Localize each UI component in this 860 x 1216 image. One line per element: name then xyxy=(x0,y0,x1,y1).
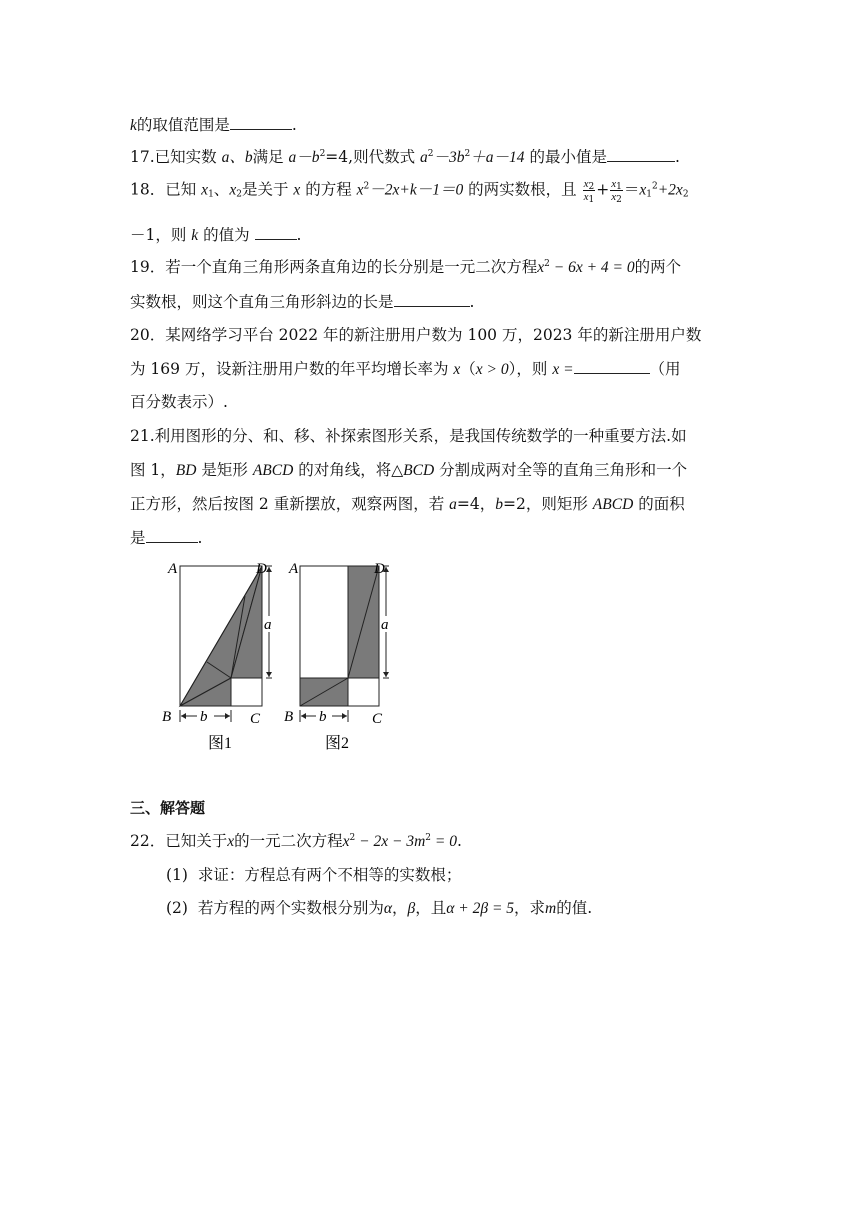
question-21-line4: 是 . xyxy=(130,526,740,549)
answer-blank[interactable] xyxy=(230,113,292,130)
fig1-caption: 图1 xyxy=(208,735,233,752)
figures xyxy=(160,558,400,758)
answer-blank[interactable] xyxy=(394,290,470,307)
fig2-caption: 图2 xyxy=(325,735,350,752)
question-18: 18．已知 $x_1$、$x_2$是关于 x 的方程 $x^2-2x+k-1=0$ 的两实数根，且 $\frac{x_2}{x_1}$ + $\frac{x_1}{x_2}$ $=x_1^2+2x_2$ xyxy=(130,178,689,205)
answer-blank[interactable] xyxy=(607,145,675,162)
figure-1 xyxy=(162,561,272,752)
fig2-square xyxy=(348,678,379,706)
question-22-part-1: (1) 求证：方程总有两个不相等的实数根； xyxy=(166,866,462,884)
fig2-label-B: B xyxy=(284,709,294,725)
fig1-label-C: C xyxy=(250,711,261,727)
answer-blank[interactable] xyxy=(146,526,198,543)
fig1-label-A: A xyxy=(168,561,178,577)
fraction-x2-over-x1: $\frac{x_2}{x_1}$ xyxy=(583,178,595,205)
fig2-label-b: b xyxy=(319,709,327,725)
fig2-label-C: C xyxy=(372,711,383,727)
question-16-tail: k的取值范围是 . xyxy=(130,113,740,137)
fraction-x1-over-x2: $\frac{x_1}{x_2}$ xyxy=(611,178,622,205)
question-19-line2: 实数根，则这个直角三角形斜边的长是 . xyxy=(130,290,740,313)
answer-blank[interactable] xyxy=(255,223,297,240)
fig2-label-a: a xyxy=(381,617,389,633)
question-19: 19．若一个直角三角形两条直角边的长分别是一元二次方程$x^2 - 6x + 4 = 0$的两个 xyxy=(130,258,682,276)
question-20-line2: 为 169 万，设新注册用户数的年平均增长率为 x（x > 0），则 x = （用 xyxy=(130,357,740,381)
fig2-label-D: D xyxy=(374,561,385,577)
fig1-square xyxy=(231,678,262,706)
figure-2 xyxy=(284,561,389,752)
question-21-line3: 正方形，然后按图 2 重新摆放，观察两图，若 a=4，b=2，则矩形 ABCD 的面积 xyxy=(130,495,685,513)
answer-blank[interactable] xyxy=(574,357,650,374)
question-20: 20．某网络学习平台 2022 年的新注册用户数为 100 万，2023 年的新注册用户数 xyxy=(130,326,702,344)
question-22: 22．已知关于x的一元二次方程$x^2 - 2x - 3m^2 = 0$. xyxy=(130,832,462,850)
fig1-label-a: a xyxy=(264,617,272,633)
fig1-label-B: B xyxy=(162,709,172,725)
question-17: 17.已知实数 a、b满足 $a-b^2=4$,则代数式 $a^2-3b^2+a-14$ 的最小值是 . xyxy=(130,145,740,169)
question-21: 21.利用图形的分、和、移、补探索图形关系，是我国传统数学的一种重要方法.如 xyxy=(130,427,687,445)
question-20-line3: 百分数表示）. xyxy=(130,393,228,411)
fig1-label-D: D xyxy=(256,561,267,577)
section-title: 三、解答题 xyxy=(130,799,206,817)
fig2-label-A: A xyxy=(289,561,299,577)
question-18-line2: －1，则 k 的值为 . xyxy=(130,223,740,247)
question-22-part-2: (2) 若方程的两个实数根分别为α，β，且α + 2β = 5，求m的值. xyxy=(166,899,593,917)
fig1-label-b: b xyxy=(200,709,208,725)
question-21-line2: 图 1，BD 是矩形 ABCD 的对角线，将△BCD 分割成两对全等的直角三角形和一个 xyxy=(130,461,688,479)
